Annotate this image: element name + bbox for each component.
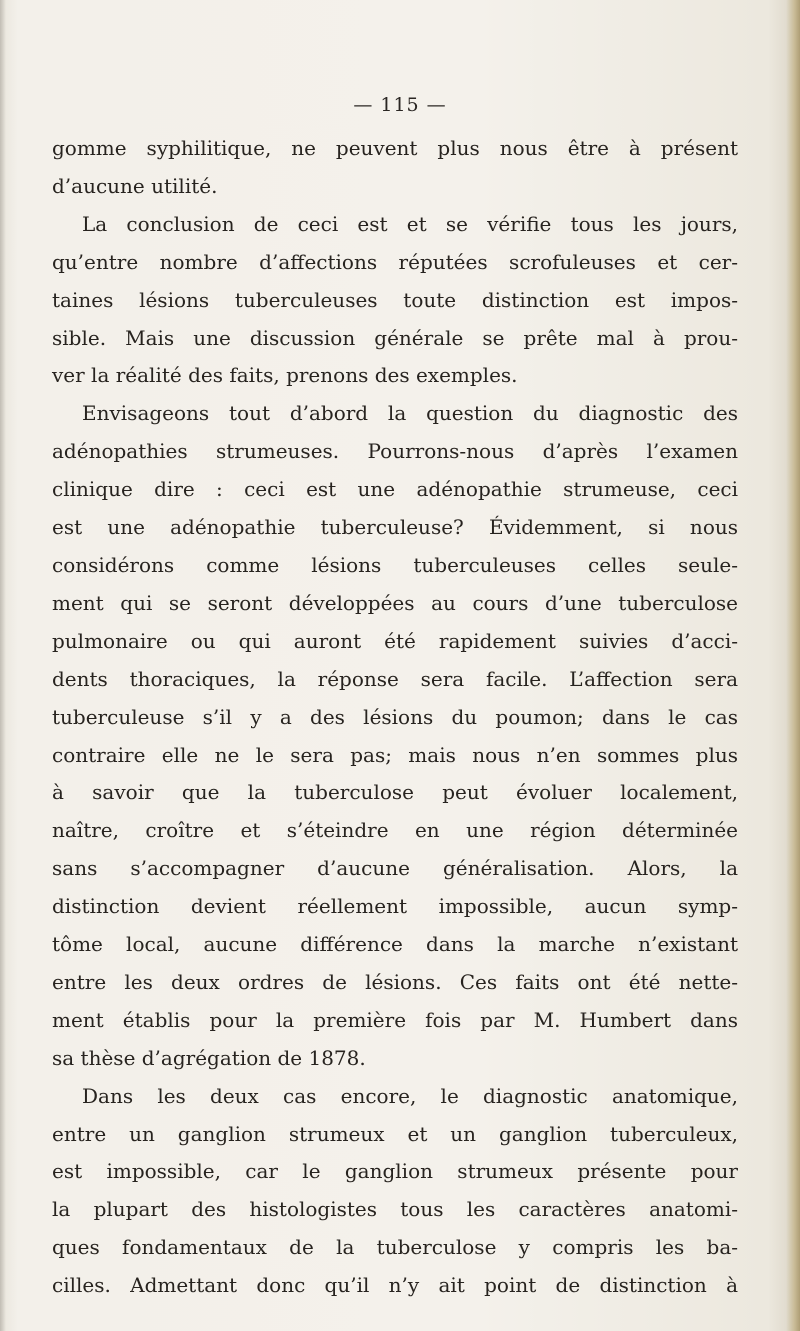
text-line: entre les deux ordres de lésions. Ces faits ont été nette- bbox=[52, 969, 738, 994]
text-line: sa thèse d’agrégation de 1878. bbox=[52, 1045, 366, 1070]
text-line: tôme local, aucune différence dans la marche n’existant bbox=[52, 932, 738, 957]
text-line: gomme syphilitique, ne peuvent plus nous être à présent bbox=[52, 136, 738, 160]
text-line: clinique dire : ceci est une adénopathie strumeuse, ceci bbox=[52, 477, 738, 502]
body-text bbox=[52, 130, 738, 1305]
text-line: sible. Mais une discussion générale se prête mal à prou- bbox=[52, 325, 738, 350]
text-line: ver la réalité des faits, prenons des exemples. bbox=[52, 363, 518, 388]
text-line: à savoir que la tuberculose peut évoluer localement, bbox=[52, 780, 738, 805]
text-line: qu’entre nombre d’affections réputées scrofuleuses et cer- bbox=[52, 249, 738, 274]
text-line: tuberculeuse s’il y a des lésions du poumon; dans le cas bbox=[52, 704, 738, 729]
text-line: contraire elle ne le sera pas; mais nous n’en sommes plus bbox=[52, 742, 738, 767]
text-line: cilles. Admettant donc qu’il n’y ait point de distinction à bbox=[52, 1273, 738, 1298]
text-line: est une adénopathie tuberculeuse? Évidemment, si nous bbox=[52, 515, 738, 540]
text-line: entre un ganglion strumeux et un ganglion tuberculeux, bbox=[52, 1121, 738, 1146]
text-line: dents thoraciques, la réponse sera facile. L’affection sera bbox=[52, 666, 738, 691]
text-line: adénopathies strumeuses. Pourrons-nous d’après l’examen bbox=[52, 439, 738, 464]
text-line: Envisageons tout d’abord la question du diagnostic des bbox=[82, 401, 738, 426]
text-line: sans s’accompagner d’aucune généralisation. Alors, la bbox=[52, 856, 738, 881]
text-line: ment qui se seront développées au cours d’une tuberculose bbox=[52, 590, 738, 615]
text-line: La conclusion de ceci est et se vérifie tous les jours, bbox=[82, 211, 738, 236]
text-line: ment établis pour la première fois par M. Humbert dans bbox=[52, 1007, 738, 1032]
text-line: ques fondamentaux de la tuberculose y compris les ba- bbox=[52, 1235, 738, 1260]
text-line: est impossible, car le ganglion strumeux présente pour bbox=[52, 1159, 738, 1184]
text-line: taines lésions tuberculeuses toute distinction est impos- bbox=[52, 287, 738, 312]
text-line: naître, croître et s’éteindre en une région déterminée bbox=[52, 818, 738, 843]
page-right-edge bbox=[786, 0, 800, 1331]
page-left-shadow bbox=[0, 0, 6, 1331]
text-line: considérons comme lésions tuberculeuses celles seule- bbox=[52, 552, 738, 577]
text-line: Dans les deux cas encore, le diagnostic anatomique, bbox=[82, 1083, 738, 1108]
text-line: d’aucune utilité. bbox=[52, 173, 218, 198]
text-line: la plupart des histologistes tous les caractères anatomi- bbox=[52, 1197, 738, 1222]
text-line: distinction devient réellement impossible, aucun symp- bbox=[52, 894, 738, 919]
text-line: pulmonaire ou qui auront été rapidement suivies d’acci- bbox=[52, 628, 738, 653]
page-number: — 115 — bbox=[353, 94, 447, 116]
